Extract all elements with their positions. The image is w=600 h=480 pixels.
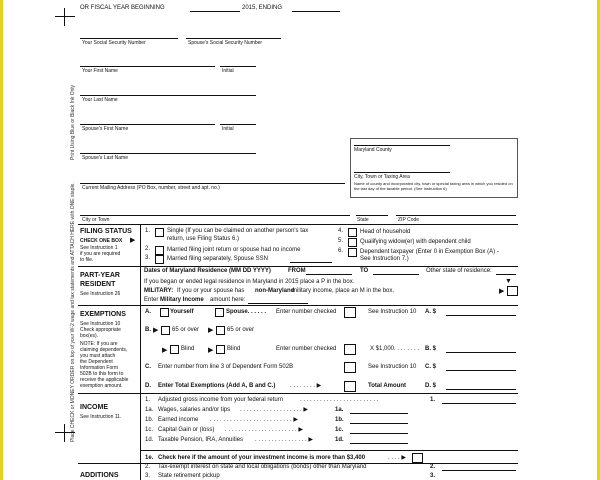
address-field[interactable] <box>80 183 345 184</box>
income-line1d-label: 1d. <box>335 437 344 443</box>
taxing-area-field[interactable] <box>354 172 450 173</box>
state-label: State <box>357 217 369 223</box>
other-state-label: Other state of residence: <box>426 268 492 274</box>
arrow-right-icon: ▶ <box>162 347 168 354</box>
filing-opt4-checkbox[interactable] <box>348 228 357 237</box>
residence-from-field[interactable] <box>306 274 352 275</box>
income-line1b-num: 1b. <box>145 417 154 423</box>
exemptions-note4: the Dependent <box>80 359 113 365</box>
last-name-field[interactable] <box>80 95 256 96</box>
income-title: INCOME <box>80 404 108 411</box>
age65-spouse-label: 65 or over <box>227 327 255 333</box>
additions-line2-text: Tax-exempt interest on state and local obligations (bonds) other than Maryland <box>158 464 367 470</box>
residence-dates-label: Dates of Maryland Residence (MM DD YYYY) <box>144 268 271 274</box>
exemptions-note3: you must attach <box>80 353 116 359</box>
section-divider <box>78 393 518 394</box>
address-label: Current Mailing Address (PO Box, number, street and apt. no.) <box>82 185 220 191</box>
exemption-d-count[interactable] <box>344 381 356 392</box>
spouse-initial-field[interactable] <box>220 124 256 125</box>
exemptions-note6: 502B to this form to <box>80 371 124 377</box>
filing-opt3-num: 3. <box>145 255 151 261</box>
filing-status-title: FILING STATUS <box>80 228 132 235</box>
income-line1-dots: . . . . . . . . . . . . . . . . . . . . . . . . <box>300 397 379 403</box>
income-line1d-amount[interactable] <box>350 443 408 444</box>
filing-opt2-label: Married filing joint return or spouse had no income <box>167 247 301 253</box>
resident-title: RESIDENT <box>80 281 116 288</box>
exemption-c-text: Enter number from line 3 of Dependent Form 502B <box>158 364 294 370</box>
filing-opt5-label: Qualifying widow(er) with dependent child <box>360 239 471 245</box>
section-column-divider <box>140 224 141 480</box>
filing-opt1-label: Single (If you can be claimed on another person's tax <box>167 228 309 234</box>
exemption-a-dollar: A. $ <box>425 309 437 315</box>
income-line1b-text: Earned income <box>158 417 199 423</box>
income-line1e-dots: . . . . ▶ <box>388 455 406 461</box>
enter-number-b: Enter number checked <box>276 346 337 352</box>
income-line1c-dots: . . . . . . . . . . . . . . . . . . . . . . ▶ <box>225 427 303 433</box>
spouse-ssn-label: Spouse's Social Security Number <box>188 40 263 46</box>
arrow-right-icon: ▶ <box>208 327 214 334</box>
from-label: FROM <box>288 268 306 274</box>
crop-mark <box>64 8 65 26</box>
exemption-d-dollar: D. $ <box>425 383 437 389</box>
military-checkbox[interactable] <box>507 286 518 296</box>
income-line1d-dots: . . . . . . . . . . . . . . . . ▶ <box>255 437 313 443</box>
filing-opt4-num: 4. <box>338 228 344 234</box>
spouse-first-label: Spouse's First Name <box>82 126 129 132</box>
crop-mark <box>64 424 65 442</box>
spouse-last-label: Spouse's Last Name <box>82 155 128 161</box>
exemption-b-count[interactable] <box>344 344 356 355</box>
exemption-c-dollar: C. $ <box>425 364 437 370</box>
zip-field[interactable] <box>396 215 516 216</box>
income-line1a-label: 1a. <box>335 407 344 413</box>
exemption-b-label: B. <box>145 327 151 333</box>
filing-opt6-num: 6. <box>338 248 344 254</box>
initial-label: Initial <box>222 68 234 74</box>
arrow-right-icon: ▶ <box>153 327 159 334</box>
additions-line2-amount[interactable] <box>442 470 516 471</box>
filing-opt6-label-b: See Instruction 7.) <box>360 256 409 262</box>
income-line1a-dots: . . . . . . . . . . . . . . . . . . . ▶ <box>240 407 308 413</box>
zip-label: ZIP Code <box>398 217 420 223</box>
attach-note: Place CHECK or MONEY ORDER on top of your W-2 wage and tax statements and ATTACH HERE with ONE staple. <box>70 182 76 442</box>
enter-label: Enter <box>144 297 159 303</box>
age65-self-label: 65 or over <box>172 327 200 333</box>
section-divider <box>78 224 518 225</box>
blind-spouse-label: Blind <box>227 346 241 352</box>
part-year-line1: If you began or ended legal residence in Maryland in 2015 place a P in the box. <box>144 279 355 285</box>
non-maryland-label: non-Maryland <box>255 288 295 294</box>
income-line1-text: Adjusted gross income from your federal return <box>158 397 284 403</box>
age65-self-checkbox[interactable] <box>161 326 170 335</box>
exemption-b-amount[interactable] <box>446 352 516 353</box>
filing-opt1-checkbox[interactable] <box>155 228 164 237</box>
additions-line3-num: 3. <box>145 473 151 479</box>
exemption-d-dots: . . . . . . . . ▶ <box>290 383 322 389</box>
check-one-label: CHECK ONE BOX <box>80 238 123 244</box>
income-line1b-dots: . . . . . . . . . . . . . . . . . . . . . . . . . ▶ <box>210 417 298 423</box>
income-line1c-amount[interactable] <box>350 433 408 434</box>
blind-self-label: Blind <box>181 346 195 352</box>
income-line1-amount[interactable] <box>442 403 516 404</box>
exemptions-check: Check appropriate <box>80 327 121 333</box>
additions-line3-label: 3. <box>430 473 436 479</box>
exemption-a-amount[interactable] <box>446 315 516 316</box>
spouse-checkbox[interactable] <box>215 308 224 317</box>
filing-opt2-checkbox[interactable] <box>155 246 164 255</box>
last-name-label: Your Last Name <box>82 97 118 103</box>
yourself-label: Yourself <box>170 309 194 315</box>
exemptions-see: See Instruction 10 <box>80 321 121 327</box>
filing-see-instruction: See Instruction 1 <box>80 245 118 251</box>
filing-opt5-num: 5. <box>338 238 344 244</box>
spouse-ssn-filing-field[interactable] <box>290 262 332 263</box>
exemption-b-dollar: B. $ <box>425 346 437 352</box>
income-line1d-text: Taxable Pension, IRA, Annuities <box>158 437 244 443</box>
income-line1-num: 1. <box>145 397 151 403</box>
enter-number-a: Enter number checked <box>276 309 337 315</box>
blind-self-checkbox[interactable] <box>170 345 179 354</box>
income-line1a-text: Wages, salaries and/or tips <box>158 407 231 413</box>
total-amount-label: Total Amount <box>368 383 406 389</box>
exemption-d-amount[interactable] <box>446 389 516 390</box>
military-text: If you or your spouse has <box>177 288 245 294</box>
income-line1a-amount[interactable] <box>350 413 408 414</box>
filing-opt1-label-b: return, use Filing Status 6.) <box>167 236 240 242</box>
crop-mark <box>55 16 75 17</box>
additions-title: ADDITIONS <box>80 472 119 479</box>
to-label: TO <box>360 268 369 274</box>
income-line1b-label: 1b. <box>335 417 344 423</box>
exemption-c-label: C. <box>145 364 151 370</box>
county-note: Name of county and incorporated city, town or special taxing area in which you resided on the last day of the taxable period. (See Instruction 6) <box>354 181 513 191</box>
military-label: MILITARY: <box>144 288 174 294</box>
fiscal-begin-line[interactable] <box>190 11 240 12</box>
exemptions-note2: claiming dependents, <box>80 347 128 353</box>
spouse-ssn-field[interactable] <box>186 38 281 39</box>
military-text2: military income, place an M in the box. <box>292 288 395 294</box>
x1000-label: X $1,000. . . . . . . . <box>370 346 420 352</box>
exemption-d-text: Enter Total Exemptions (Add A, B and C.) <box>158 383 276 389</box>
section-divider <box>78 266 518 267</box>
exemption-d-label: D. <box>145 383 151 389</box>
county-field[interactable] <box>354 145 450 146</box>
exemptions-boxes: box(es). <box>80 333 99 339</box>
initial-field[interactable] <box>220 66 256 67</box>
military-income-field[interactable] <box>248 303 308 304</box>
city-label: City or Town <box>82 217 110 223</box>
income-line1e-num: 1e. <box>145 455 154 461</box>
exemption-a-count[interactable] <box>344 307 356 318</box>
part-year-title: PART-YEAR <box>80 272 120 279</box>
fiscal-end-line[interactable] <box>292 11 340 12</box>
filing-opt6-checkbox[interactable] <box>348 248 357 257</box>
spouse-label: Spouse. . . . . . <box>226 309 267 315</box>
blind-spouse-checkbox[interactable] <box>216 345 225 354</box>
yourself-checkbox[interactable] <box>160 308 169 317</box>
spouse-first-field[interactable] <box>80 124 215 125</box>
spouse-initial-label: Initial <box>222 126 234 132</box>
city-field[interactable] <box>80 215 350 216</box>
amount-here-label: amount here: <box>210 297 246 303</box>
taxing-area-label: City, Town or Taxing Area <box>354 174 410 180</box>
income-line1e-text: Check here if the amount of your investment income is more than $3,400 <box>158 455 366 461</box>
filing-opt5-checkbox[interactable] <box>348 238 357 247</box>
residence-to-field[interactable] <box>373 274 419 275</box>
exemption-c-amount[interactable] <box>446 370 516 371</box>
fiscal-year-suffix: 2015, ENDING <box>242 5 283 11</box>
additions-line2-num: 2. <box>145 464 151 470</box>
county-label: Maryland County <box>354 147 392 153</box>
exemptions-title: EXEMPTIONS <box>80 311 126 318</box>
filing-opt1-num: 1. <box>145 228 151 234</box>
ink-note: Print Using Blue or Black Ink Only <box>70 84 76 160</box>
income-line1c-num: 1c. <box>145 427 154 433</box>
filing-opt2-num: 2. <box>145 246 151 252</box>
first-name-label: Your First Name <box>82 68 118 74</box>
arrow-right-icon: ▶ <box>208 347 214 354</box>
income-line1c-label: 1c. <box>335 427 344 433</box>
age65-spouse-checkbox[interactable] <box>216 326 225 335</box>
income-line1a-num: 1a. <box>145 407 154 413</box>
first-name-field[interactable] <box>80 66 215 67</box>
income-see: See Instruction 11. <box>80 414 122 420</box>
filing-if-required: if you are required <box>80 251 121 257</box>
income-line1-label: 1. <box>430 397 436 403</box>
see-instruction-a: See Instruction 10 <box>368 309 417 315</box>
other-state-field[interactable] <box>496 274 516 275</box>
filing-to-file: to file. <box>80 257 94 263</box>
investment-income-checkbox[interactable] <box>412 453 423 463</box>
arrow-down-icon: ▼ <box>505 278 512 285</box>
exemptions-note5: Information Form <box>80 365 119 371</box>
exemption-c-count[interactable] <box>344 362 356 373</box>
additions-line2-label: 2. <box>430 464 436 470</box>
exemptions-note1: NOTE: If you are <box>80 341 118 347</box>
see-instruction-c: See Instruction 10 <box>368 364 417 370</box>
section-divider <box>140 450 518 451</box>
fiscal-year-label: OR FISCAL YEAR BEGINNING <box>80 5 165 11</box>
filing-opt6-label: Dependent taxpayer (Enter 0 in Exemption Box (A) - <box>360 249 499 255</box>
income-line1b-amount[interactable] <box>350 423 408 424</box>
arrow-right-icon: ▶ <box>130 237 136 244</box>
military-income-label: Military Income <box>160 297 204 303</box>
exemption-a-label: A. <box>145 309 151 315</box>
exemptions-note8: exemption amount. <box>80 383 123 389</box>
arrow-right-icon: ▶ <box>499 288 505 295</box>
ssn-label: Your Social Security Number <box>82 40 146 46</box>
filing-opt3-checkbox[interactable] <box>155 255 164 264</box>
spouse-last-field[interactable] <box>80 153 256 154</box>
income-line1c-text: Capital Gain or (loss) <box>158 427 215 433</box>
filing-opt3-label: Married filing separately, Spouse SSN <box>167 256 268 262</box>
part-year-see: See Instruction 26 <box>80 291 121 297</box>
additions-line3-text: State retirement pickup <box>158 473 220 479</box>
section-divider <box>78 305 518 306</box>
exemptions-note7: receive the applicable <box>80 377 129 383</box>
ssn-field[interactable] <box>80 38 178 39</box>
income-line1d-num: 1d. <box>145 437 154 443</box>
state-field[interactable] <box>356 215 388 216</box>
filing-opt4-label: Head of household <box>360 229 411 235</box>
